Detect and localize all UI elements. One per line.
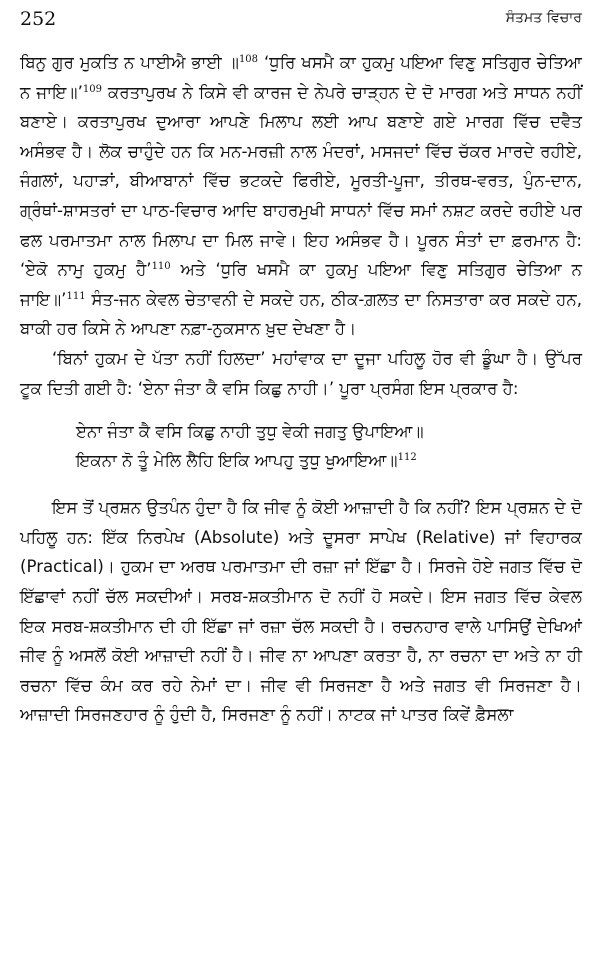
paragraph-1 bbox=[20, 48, 582, 344]
footnote-ref-109: 109 bbox=[82, 83, 102, 95]
verse-quote bbox=[20, 417, 582, 475]
paragraph-3: ਇਸ ਤੋਂ ਪ੍ਰਸ਼ਨ ਉਤਪੰਨ ਹੁੰਦਾ ਹੈ ਕਿ ਜੀਵ ਨੂੰ ਕੋਈ ਆਜ਼ਾਦੀ ਹੈ ਕਿ ਨਹੀਂ? ਇਸ ਪ੍ਰਸ਼ਨ ਦੇ ਦੋ ਪਹਿਲੂ ਹਨ: ਇੱਕ ਨਿਰਪੇਖ (Absolute) ਅਤੇ ਦੂਸਰਾ ਸਾਪੇਖ (Relative) ਜਾਂ ਵਿਹਾਰਕ (Practical)। ਹੁਕਮ ਦਾ ਅਰਥ ਪਰਮਾਤਮਾ ਦੀ ਰਜ਼ਾ ਜਾਂ ਇੱਛਾ ਹੈ। ਸਿਰਜੇ ਹੋਏ ਜਗਤ ਵਿੱਚ ਦੋ ਇੱਛਾਵਾਂ ਨਹੀਂ ਚੱਲ ਸਕਦੀਆਂ। ਸਰਬ-ਸ਼ਕਤੀਮਾਨ ਦੋ ਨਹੀਂ ਹੋ ਸਕਦੇ। ਇਸ ਜਗਤ ਵਿੱਚ ਕੇਵਲ ਇਕ ਸਰਬ-ਸ਼ਕਤੀਮਾਨ ਦੀ ਹੀ ਇੱਛਾ ਜਾਂ ਰਜ਼ਾ ਚੱਲ ਸਕਦੀ ਹੈ। ਰਚਨਹਾਰ ਵਾਲੇ ਪਾਸਿਉਂ ਦੇਖਿਆਂ ਜੀਵ ਨੂੰ ਅਸਲੋਂ ਕੋਈ ਆਜ਼ਾਦੀ ਨਹੀਂ ਹੈ। ਜੀਵ ਨਾ ਆਪਣਾ ਕਰਤਾ ਹੈ, ਨਾ ਰਚਨਾ ਦਾ ਅਤੇ ਨਾ ਹੀ ਰਚਨਾ ਵਿੱਚ ਕੰਮ ਕਰ ਰਹੇ ਨੇਮਾਂ ਦਾ। ਜੀਵ ਵੀ ਸਿਰਜਣਾ ਹੈ ਅਤੇ ਜਗਤ ਵੀ ਸਿਰਜਣਾ ਹੈ। ਆਜ਼ਾਦੀ ਸਿਰਜਣਹਾਰ ਨੂੰ ਹੁੰਦੀ ਹੈ, ਸਿਰਜਣਾ ਨੂੰ ਨਹੀਂ। ਨਾਟਕ ਜਾਂ ਪਾਤਰ ਕਿਵੇਂ ਫ਼ੈਸਲਾ bbox=[20, 498, 582, 725]
paragraph-1-part-5: ਸੰਤ-ਜਨ ਕੇਵਲ ਚੇਤਾਵਨੀ ਦੇ ਸਕਦੇ ਹਨ, ਠੀਕ-ਗ਼ਲਤ ਦਾ ਨਿਸਤਾਰਾ ਕਰ ਸਕਦੇ ਹਨ, ਬਾਕੀ ਹਰ ਕਿਸੇ ਨੇ ਆਪਣਾ ਨਫ਼ਾ-ਨੁਕਸਾਨ ਖ਼ੁਦ ਦੇਖਣਾ ਹੈ। bbox=[20, 289, 582, 339]
body-text bbox=[20, 48, 582, 730]
footnote-ref-110: 110 bbox=[151, 261, 171, 273]
footnote-ref-112: 112 bbox=[397, 452, 417, 464]
page-number: 252 bbox=[20, 8, 57, 30]
paragraph-1-part-3: ਕਰਤਾਪੁਰਖ ਨੇ ਕਿਸੇ ਵੀ ਕਾਰਜ ਦੇ ਨੇਪਰੇ ਚਾੜ੍ਹਨ ਦੇ ਦੋ ਮਾਰਗ ਅਤੇ ਸਾਧਨ ਨਹੀਂ ਬਣਾਏ। ਕਰਤਾਪੁਰਖ ਦੁਆਰਾ ਆਪਣੇ ਮਿਲਾਪ ਲਈ ਆਪ ਬਣਾਏ ਗਏ ਮਾਰਗ ਵਿੱਚ ਦਵੈਤ ਅਸੰਭਵ ਹੈ। ਲੋਕ ਚਾਹੁੰਦੇ ਹਨ ਕਿ ਮਨ-ਮਰਜ਼ੀ ਨਾਲ ਮੰਦਰਾਂ, ਮਸਜਦਾਂ ਵਿੱਚ ਚੱਕਰ ਮਾਰਦੇ ਰਹੀਏ, ਜੰਗਲਾਂ, ਪਹਾੜਾਂ, ਬੀਆਬਾਨਾਂ ਵਿੱਚ ਭਟਕਦੇ ਫਿਰੀਏ, ਮੂਰਤੀ-ਪੂਜਾ, ਤੀਰਥ-ਵਰਤ, ਪੁੰਨ-ਦਾਨ, ਗ੍ਰੰਥਾਂ-ਸ਼ਾਸਤਰਾਂ ਦਾ ਪਾਠ-ਵਿਚਾਰ ਆਦਿ ਬਾਹਰਮੁਖੀ ਸਾਧਨਾਂ ਵਿੱਚ ਸਮਾਂ ਨਸ਼ਟ ਕਰਦੇ ਰਹੀਏ ਪਰ ਫਲ ਪਰਮਾਤਮਾ ਨਾਲ ਮਿਲਾਪ ਦਾ ਮਿਲ ਜਾਵੇ। ਇਹ ਅਸੰਭਵ ਹੈ। ਪੂਰਨ ਸੰਤਾਂ ਦਾ ਫ਼ਰਮਾਨ ਹੈ: ‘ਏਕੋ ਨਾਮੁ ਹੁਕਮੁ ਹੈ’ bbox=[20, 82, 582, 280]
verse-line-2 bbox=[76, 446, 582, 475]
paragraph-1-part-1: ਬਿਨੁ ਗੁਰ ਮੁਕਤਿ ਨ ਪਾਈਐ ਭਾਈ ॥ bbox=[20, 53, 239, 72]
footnote-ref-108: 108 bbox=[238, 54, 259, 65]
paragraph-1-part-2: ‘ਧੁਰਿ ਖਸਮੈ ਕਾ ਹੁਕਮੁ ਪਇਆ ਵਿਣੁ ਸਤਿਗੁਰ ਚੇਤਿਆ ਨ ਜਾਇ॥’ bbox=[20, 53, 582, 102]
paragraph-1-part-4: ਅਤੇ ‘ਧੁਰਿ ਖਸਮੈ ਕਾ ਹੁਕਮੁ ਪਇਆ ਵਿਣੁ ਸਤਿਗੁਰ ਚੇਤਿਆ ਨ ਜਾਇ॥’ bbox=[20, 260, 583, 309]
verse-line-1: ਏਨਾ ਜੰਤਾ ਕੈ ਵਸਿ ਕਿਛੁ ਨਾਹੀ ਤੁਧੁ ਵੇਕੀ ਜਗਤੁ ਉਪਾਇਆ॥ bbox=[76, 422, 424, 442]
paragraph-2: ‘ਬਿਨਾਂ ਹੁਕਮ ਦੇ ਪੱਤਾ ਨਹੀਂ ਹਿਲਦਾ’ ਮਹਾਂਵਾਕ ਦਾ ਦੂਜਾ ਪਹਿਲੂ ਹੋਰ ਵੀ ਡੂੰਘਾ ਹੈ। ਉੱਪਰ ਟੂਕ ਦਿਤੀ ਗਈ ਹੈ: ‘ਏਨਾ ਜੰਤਾ ਕੈ ਵਸਿ ਕਿਛੁ ਨਾਹੀ।’ ਪੂਰਾ ਪ੍ਰਸੰਗ ਇਸ ਪ੍ਰਕਾਰ ਹੈ: bbox=[20, 348, 582, 398]
running-head: ਸੰਤਮਤ ਵਿਚਾਰ bbox=[505, 10, 582, 26]
verse-line-2-text: ਇਕਨਾ ਨੋ ਤੂੰ ਮੇਲਿ ਲੈਹਿ ਇਕਿ ਆਪਹੁ ਤੁਧੁ ਖੁਆਇਆ॥ bbox=[76, 451, 398, 471]
page-header bbox=[20, 8, 582, 34]
footnote-ref-111: 111 bbox=[66, 290, 86, 302]
